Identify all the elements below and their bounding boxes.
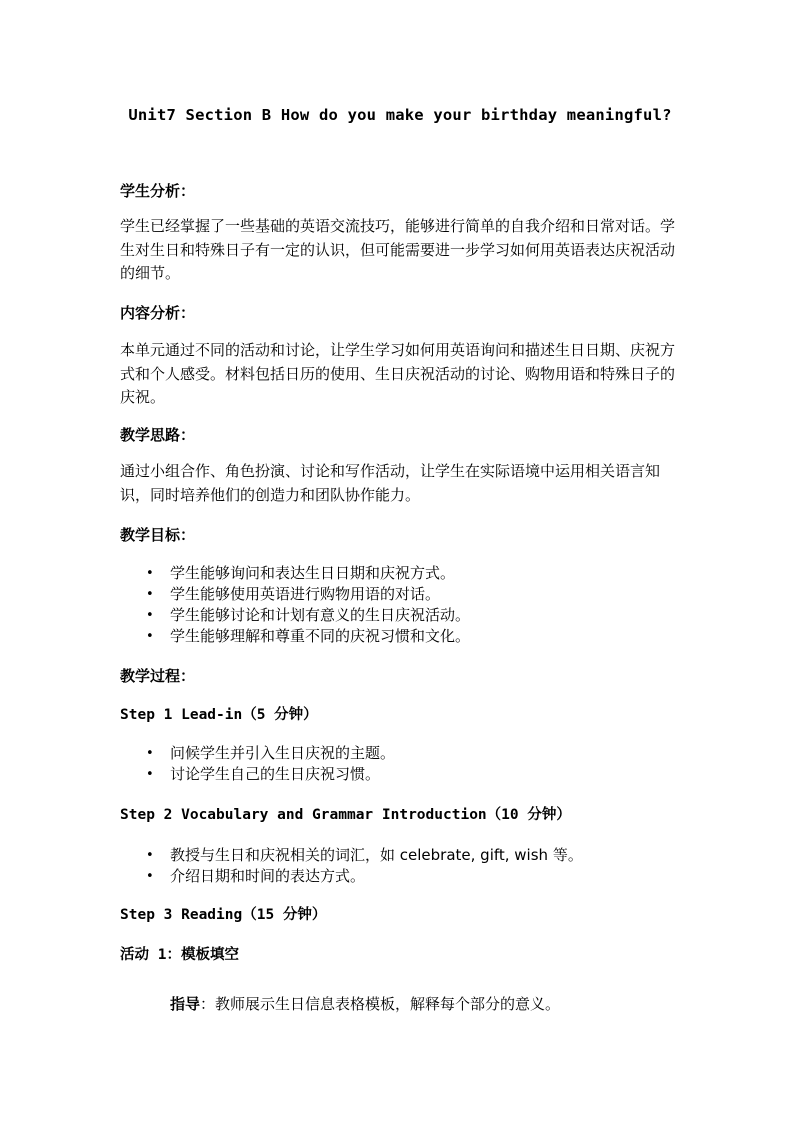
- list-item: [120, 845, 680, 866]
- guide-label: 指导: [170, 995, 201, 1013]
- teaching-goals-list: [120, 563, 680, 647]
- guide-text: ：教师展示生日信息表格模板，解释每个部分的意义。: [200, 995, 561, 1013]
- bullet-icon: •: [146, 629, 154, 644]
- step-1-list: [120, 743, 680, 785]
- bullet-icon: •: [146, 608, 154, 623]
- content-analysis-section: [120, 302, 680, 324]
- list-item-text: 学生能够使用英语进行购物用语的对话。: [170, 585, 441, 603]
- content-analysis-text: 本单元通过不同的活动和讨论，让学生学习如何用英语询问和描述生日日期、庆祝方式和个人感受。材料包括日历的使用、生日庆祝活动的讨论、购物用语和特殊日子的庆祝。: [120, 341, 676, 406]
- document-title: Unit7 Section B How do you make your birthday meaningful?: [128, 106, 672, 124]
- teaching-approach-text: 通过小组合作、角色扮演、讨论和写作活动，让学生在实际语境中运用相关语言知识，同时培养他们的创造力和团队协作能力。: [120, 462, 661, 504]
- bullet-icon: •: [146, 848, 154, 863]
- bullet-icon: •: [146, 869, 154, 884]
- bullet-icon: •: [146, 767, 154, 782]
- list-item: [120, 866, 680, 887]
- list-item-text: 学生能够讨论和计划有意义的生日庆祝活动。: [170, 606, 471, 624]
- student-analysis-heading: 学生分析：: [120, 182, 196, 200]
- list-item-text: 介绍日期和时间的表达方式。: [170, 867, 366, 885]
- list-item-text: 问候学生并引入生日庆祝的主题。: [170, 744, 396, 762]
- teaching-goals-section: [120, 524, 680, 546]
- student-analysis-text: 学生已经掌握了一些基础的英语交流技巧，能够进行简单的自我介绍和日常对话。学生对生日和特殊日子有一定的认识，但可能需要进一步学习如何用英语表达庆祝活动的细节。: [120, 217, 676, 282]
- list-item-text: 讨论学生自己的生日庆祝习惯。: [170, 765, 381, 783]
- list-item-text: 教授与生日和庆祝相关的词汇，如 celebrate, gift, wish 等。: [170, 846, 583, 864]
- teaching-goals-heading: 教学目标：: [120, 526, 196, 544]
- content-analysis-heading: 内容分析：: [120, 304, 196, 322]
- bullet-icon: •: [146, 566, 154, 581]
- list-item-text: 学生能够询问和表达生日日期和庆祝方式。: [170, 564, 456, 582]
- teaching-approach-heading: 教学思路：: [120, 426, 196, 444]
- step-2-heading: Step 2 Vocabulary and Grammar Introduction（10 分钟）: [120, 807, 571, 823]
- list-item: [120, 764, 680, 785]
- list-item: [120, 563, 680, 584]
- step-3-heading: Step 3 Reading（15 分钟）: [120, 907, 327, 923]
- teaching-process-section: [120, 665, 680, 687]
- list-item: [120, 743, 680, 764]
- teaching-process-heading: 教学过程：: [120, 667, 196, 685]
- step-2-list: [120, 845, 680, 887]
- step-1-heading: Step 1 Lead-in（5 分钟）: [120, 707, 318, 723]
- list-item: [120, 626, 680, 647]
- list-item: [120, 605, 680, 626]
- student-analysis-section: [120, 180, 680, 202]
- guide-paragraph: [170, 993, 560, 1015]
- bullet-icon: •: [146, 746, 154, 761]
- activity-1-heading: 活动 1：模板填空: [120, 947, 239, 963]
- teaching-approach-section: [120, 424, 680, 446]
- list-item-text: 学生能够理解和尊重不同的庆祝习惯和文化。: [170, 627, 471, 645]
- list-item: [120, 584, 680, 605]
- bullet-icon: •: [146, 587, 154, 602]
